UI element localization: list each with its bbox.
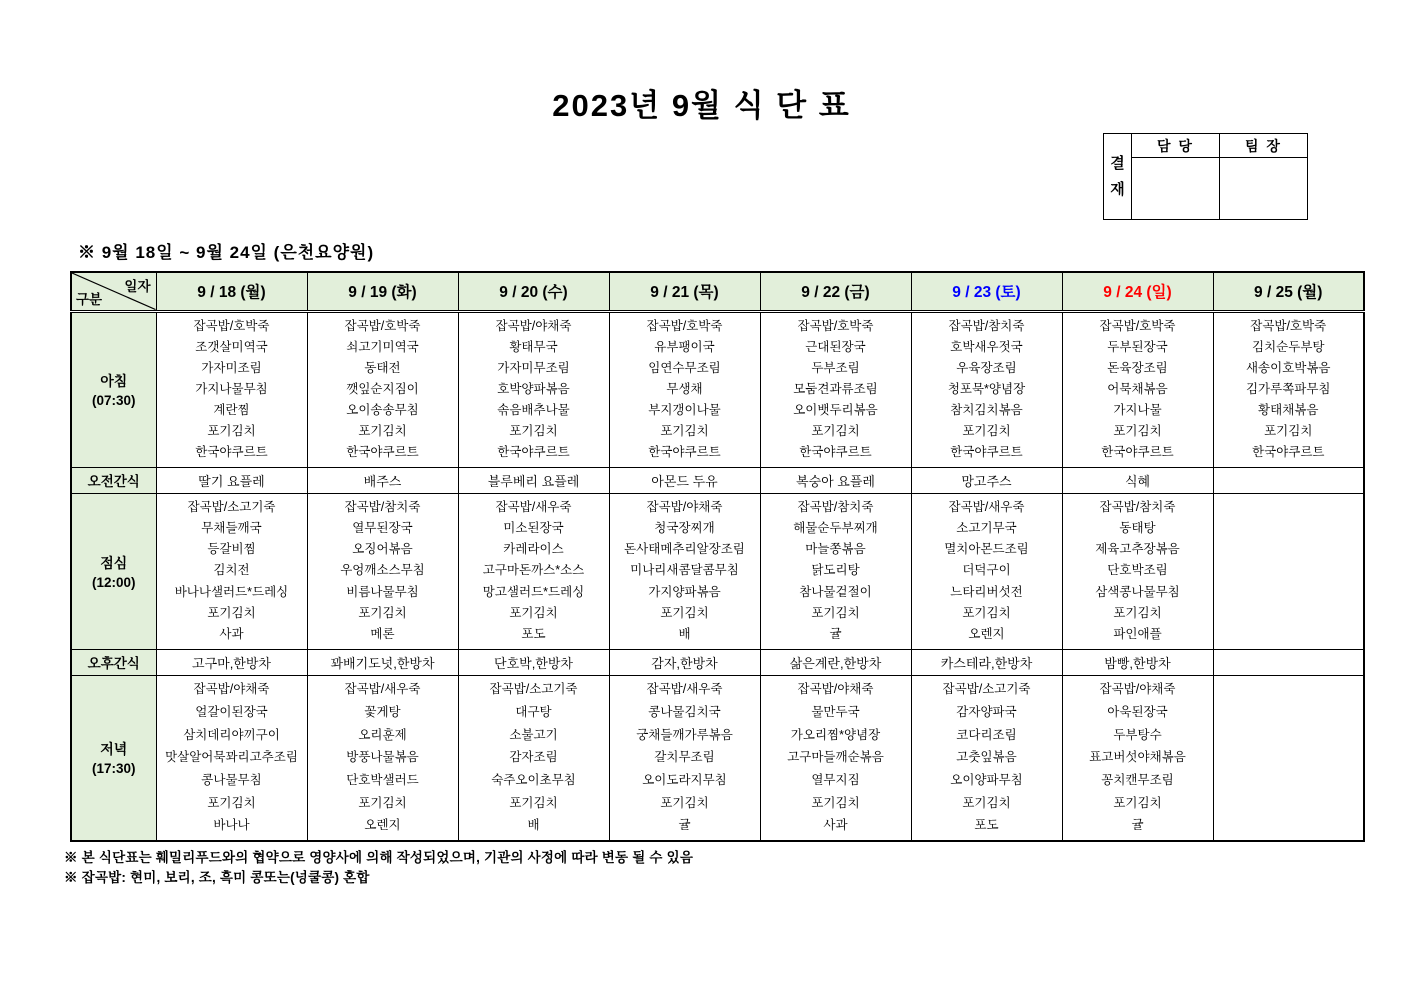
menu-item: 망고샐러드*드레싱 (482, 584, 585, 599)
row-label-pm-snack: 오후간식 (71, 649, 156, 675)
menu-item: 한국야쿠르트 (1101, 445, 1174, 460)
menu-item: 메론 (370, 627, 395, 642)
menu-table (70, 271, 1365, 842)
row-label-lunch: 점심 (12:00) (71, 493, 156, 649)
corner-label-date: 일자 (124, 279, 151, 294)
menu-item: 포기김치 (660, 424, 709, 439)
snack-cell: 꽈배기도넛,한방차 (307, 649, 458, 675)
menu-item: 열무된장국 (352, 520, 413, 535)
menu-item: 제육고추장볶음 (1095, 542, 1180, 557)
menu-item: 귤 (678, 818, 691, 833)
menu-item: 파인애플 (1113, 627, 1162, 642)
row-label-breakfast: 아침 (07:30) (71, 311, 156, 467)
menu-item: 잡곡밥/야채죽 (646, 499, 723, 514)
snack-cell: 망고주스 (911, 467, 1062, 493)
menu-item: 김가루쪽파무침 (1245, 381, 1331, 396)
menu-item: 한국야쿠르트 (1252, 445, 1325, 460)
menu-item: 포기김치 (811, 795, 860, 810)
meal-cell (1062, 675, 1213, 841)
menu-item: 잡곡밥/새우죽 (948, 499, 1025, 514)
menu-item: 한국야쿠르트 (648, 445, 721, 460)
menu-item: 호박새우젓국 (950, 339, 1023, 354)
menu-item: 갈치무조림 (654, 750, 715, 765)
snack-cell (1213, 467, 1364, 493)
menu-item: 가자미조림 (201, 360, 262, 375)
meal-cell (307, 493, 458, 649)
day-header: 9 / 21 (목) (609, 272, 760, 311)
menu-item: 포기김치 (811, 606, 860, 621)
menu-item: 잡곡밥/새우죽 (344, 682, 421, 697)
menu-item: 잡곡밥/야채죽 (797, 682, 874, 697)
menu-item: 꽁치캔무조림 (1101, 772, 1174, 787)
menu-item: 유부팽이국 (654, 339, 715, 354)
menu-item: 오렌지 (968, 627, 1005, 642)
menu-item: 가자미무조림 (497, 360, 570, 375)
menu-item: 더덕구이 (962, 563, 1011, 578)
menu-item: 가지나물무침 (195, 381, 268, 396)
menu-item: 임연수무조림 (648, 360, 721, 375)
menu-item: 어묵채볶음 (1107, 381, 1168, 396)
menu-item: 한국야쿠르트 (346, 445, 419, 460)
menu-item: 잡곡밥/소고기죽 (489, 682, 578, 697)
snack-cell: 단호박,한방차 (458, 649, 609, 675)
menu-row-am-snack (71, 467, 1364, 493)
footnote-grain-mix: ※ 잡곡밥: 현미, 보리, 조, 흑미 콩또는(넝쿨콩) 혼합 (64, 869, 370, 885)
menu-item: 돈사태메추리알장조림 (624, 542, 745, 557)
snack-cell: 식혜 (1062, 467, 1213, 493)
menu-item: 무채들깨국 (201, 520, 262, 535)
menu-item: 잡곡밥/참치죽 (797, 499, 874, 514)
menu-item: 두부된장국 (1107, 339, 1168, 354)
menu-item: 두부조림 (811, 360, 860, 375)
meal-cell (1062, 493, 1213, 649)
menu-item: 무생채 (666, 381, 703, 396)
menu-item: 우육장조림 (956, 360, 1017, 375)
menu-item: 바나나샐러드*드레싱 (174, 584, 289, 599)
corner-label-category: 구분 (76, 291, 103, 307)
approval-sign-cell (1220, 158, 1308, 220)
menu-item: 물만두국 (811, 704, 860, 719)
menu-item: 꽃게탕 (364, 704, 401, 719)
snack-cell: 복숭아 요플레 (760, 467, 911, 493)
menu-item: 잡곡밥/새우죽 (495, 499, 572, 514)
snack-cell: 아몬드 두유 (609, 467, 760, 493)
meal-cell (156, 311, 307, 467)
meal-cell (911, 675, 1062, 841)
menu-item: 소고기무국 (956, 520, 1017, 535)
menu-item: 깻잎순지짐이 (346, 381, 419, 396)
menu-item: 포기김치 (509, 795, 558, 810)
menu-item: 오징어볶음 (352, 542, 413, 557)
snack-cell: 블루베리 요플레 (458, 467, 609, 493)
menu-table-head-row (71, 272, 1364, 311)
menu-item: 오이양파무침 (950, 772, 1023, 787)
menu-item: 포도 (974, 818, 999, 833)
menu-item: 궁채들깨가루볶음 (636, 727, 733, 742)
menu-item: 소불고기 (509, 727, 558, 742)
menu-item: 잡곡밥/호박죽 (344, 318, 421, 333)
meal-cell (156, 675, 307, 841)
menu-item: 잡곡밥/참치죽 (948, 318, 1025, 333)
menu-item: 잡곡밥/참치죽 (1099, 499, 1176, 514)
meal-cell (911, 493, 1062, 649)
menu-item: 참나물겉절이 (799, 584, 872, 599)
menu-item: 오이뱃두리볶음 (793, 403, 878, 418)
meal-cell (609, 311, 760, 467)
menu-item: 잡곡밥/호박죽 (646, 318, 723, 333)
menu-item: 오이도라지무침 (642, 772, 727, 787)
menu-item: 황태채볶음 (1258, 403, 1319, 418)
meal-cell (458, 493, 609, 649)
approval-box (1103, 133, 1308, 220)
menu-item: 맛살알어묵꽈리고추조림 (165, 750, 298, 765)
meal-cell (609, 493, 760, 649)
menu-item: 동태탕 (1119, 520, 1156, 535)
menu-item: 단호박샐러드 (346, 772, 419, 787)
menu-item: 닭도리탕 (811, 563, 860, 578)
menu-item: 미나리새콤달콤무침 (630, 563, 739, 578)
menu-item: 포기김치 (1264, 424, 1313, 439)
menu-item: 호박양파볶음 (497, 381, 570, 396)
menu-item: 잡곡밥/호박죽 (193, 318, 270, 333)
meal-cell (1213, 493, 1364, 649)
menu-item: 고구마돈까스*소스 (482, 563, 585, 578)
menu-item: 감자양파국 (956, 704, 1017, 719)
menu-item: 삼치데리야끼구이 (183, 727, 280, 742)
snack-cell: 배주스 (307, 467, 458, 493)
menu-item: 포기김치 (1113, 606, 1162, 621)
day-header: 9 / 19 (화) (307, 272, 458, 311)
menu-item: 멸치아몬드조림 (944, 542, 1029, 557)
snack-cell: 카스테라,한방차 (911, 649, 1062, 675)
menu-item: 열무지짐 (811, 772, 860, 787)
meal-cell (911, 311, 1062, 467)
meal-cell (760, 493, 911, 649)
menu-item: 사과 (823, 818, 848, 833)
menu-item: 청국장찌개 (654, 520, 715, 535)
menu-item: 부지갱이나물 (648, 403, 721, 418)
footnotes (64, 848, 693, 887)
menu-item: 포기김치 (358, 606, 407, 621)
menu-item: 포기김치 (509, 424, 558, 439)
meal-cell (458, 675, 609, 841)
menu-item: 근대된장국 (805, 339, 866, 354)
snack-cell: 삶은계란,한방차 (760, 649, 911, 675)
menu-item: 아욱된장국 (1107, 704, 1168, 719)
menu-item: 오리훈제 (358, 727, 407, 742)
menu-item: 비름나물무침 (346, 584, 419, 599)
menu-item: 돈육장조림 (1107, 360, 1168, 375)
menu-item: 바나나 (213, 818, 250, 833)
menu-item: 해물순두부찌개 (793, 520, 878, 535)
menu-item: 대구탕 (515, 704, 552, 719)
menu-item: 포기김치 (1113, 424, 1162, 439)
menu-item: 사과 (219, 627, 244, 642)
meal-cell (156, 493, 307, 649)
menu-item: 느타리버섯전 (950, 584, 1023, 599)
day-header: 9 / 22 (금) (760, 272, 911, 311)
menu-item: 동태전 (364, 360, 401, 375)
menu-item: 가지양파볶음 (648, 584, 721, 599)
meal-cell (1062, 311, 1213, 467)
menu-item: 황태무국 (509, 339, 558, 354)
meal-cell (1213, 675, 1364, 841)
menu-item: 쇠고기미역국 (346, 339, 419, 354)
menu-item: 포기김치 (509, 606, 558, 621)
menu-item: 잡곡밥/새우죽 (646, 682, 723, 697)
menu-item: 한국야쿠르트 (799, 445, 872, 460)
menu-row-breakfast (71, 311, 1364, 467)
meal-cell (1213, 311, 1364, 467)
meal-cell (760, 675, 911, 841)
approval-col-damdang: 담 당 (1132, 134, 1220, 158)
menu-item: 새송이호박볶음 (1245, 360, 1331, 375)
menu-item: 잡곡밥/호박죽 (1250, 318, 1327, 333)
menu-item: 오이송송무침 (346, 403, 419, 418)
menu-item: 감자조림 (509, 750, 558, 765)
meal-cell (760, 311, 911, 467)
menu-item: 포기김치 (207, 606, 256, 621)
menu-item: 미소된장국 (503, 520, 564, 535)
menu-item: 콩나물김치국 (648, 704, 721, 719)
menu-table-body (71, 311, 1364, 841)
menu-item: 포기김치 (358, 795, 407, 810)
menu-item: 포기김치 (811, 424, 860, 439)
menu-item: 한국야쿠르트 (950, 445, 1023, 460)
menu-item: 포기김치 (1113, 795, 1162, 810)
meal-cell (307, 311, 458, 467)
approval-label: 결재 (1104, 134, 1132, 220)
snack-cell (1213, 649, 1364, 675)
menu-item: 방풍나물볶음 (346, 750, 419, 765)
menu-item: 솎음배추나물 (497, 403, 570, 418)
menu-item: 한국야쿠르트 (195, 445, 268, 460)
approval-col-teamjang: 팀 장 (1220, 134, 1308, 158)
menu-item: 배 (678, 627, 691, 642)
footnote-change-notice: ※ 본 식단표는 훼밀리푸드와의 협약으로 영양사에 의해 작성되었으며, 기관의 사정에 따라 변동 될 수 있음 (64, 850, 694, 865)
menu-item: 얼갈이된장국 (195, 704, 268, 719)
menu-item: 조갯살미역국 (195, 339, 268, 354)
corner-cell (71, 272, 156, 311)
snack-cell: 고구마,한방차 (156, 649, 307, 675)
menu-item: 배 (527, 818, 540, 833)
menu-item: 포도 (521, 627, 546, 642)
menu-item: 숙주오이초무침 (491, 772, 576, 787)
menu-row-dinner (71, 675, 1364, 841)
row-label-am-snack: 오전간식 (71, 467, 156, 493)
menu-item: 고구마들깨순볶음 (787, 750, 884, 765)
day-header: 9 / 24 (일) (1062, 272, 1213, 311)
menu-item: 고춧잎볶음 (956, 750, 1017, 765)
menu-item: 단호박조림 (1107, 563, 1168, 578)
page-title: 2023년 9월 식 단 표 (552, 88, 851, 123)
menu-row-lunch (71, 493, 1364, 649)
menu-item: 포기김치 (660, 606, 709, 621)
menu-item: 콩나물무침 (201, 772, 262, 787)
menu-item: 삼색콩나물무침 (1095, 584, 1180, 599)
meal-cell (307, 675, 458, 841)
menu-item: 한국야쿠르트 (497, 445, 570, 460)
menu-item: 참치김치볶음 (950, 403, 1023, 418)
menu-item: 포기김치 (207, 424, 256, 439)
menu-item: 포기김치 (962, 424, 1011, 439)
menu-item: 표고버섯야채볶음 (1089, 750, 1186, 765)
day-header: 9 / 20 (수) (458, 272, 609, 311)
meal-cell (458, 311, 609, 467)
menu-item: 등갈비찜 (207, 542, 256, 557)
menu-item: 마늘쫑볶음 (805, 542, 866, 557)
menu-row-pm-snack (71, 649, 1364, 675)
menu-item: 잡곡밥/야채죽 (193, 682, 270, 697)
menu-item: 귤 (829, 627, 842, 642)
snack-cell: 감자,한방차 (609, 649, 760, 675)
menu-item: 포기김치 (358, 424, 407, 439)
menu-item: 카레라이스 (503, 542, 564, 557)
day-header: 9 / 23 (토) (911, 272, 1062, 311)
menu-item: 오렌지 (364, 818, 401, 833)
menu-item: 잡곡밥/야채죽 (495, 318, 572, 333)
menu-item: 청포묵*양념장 (947, 381, 1026, 396)
menu-item: 잡곡밥/호박죽 (797, 318, 874, 333)
menu-item: 코다리조림 (956, 727, 1017, 742)
row-label-dinner: 저녁 (17:30) (71, 675, 156, 841)
menu-item: 귤 (1131, 818, 1144, 833)
menu-item: 가지나물 (1113, 403, 1162, 418)
week-range-label: ※ 9월 18일 ~ 9월 24일 (은천요양원) (78, 243, 375, 262)
menu-item: 포기김치 (962, 795, 1011, 810)
menu-item: 모둠견과류조림 (793, 381, 878, 396)
menu-item: 계란찜 (213, 403, 250, 418)
menu-item: 포기김치 (660, 795, 709, 810)
menu-item: 포기김치 (207, 795, 256, 810)
menu-item: 두부탕수 (1113, 727, 1162, 742)
menu-item: 우엉깨소스무침 (340, 563, 425, 578)
approval-sign-cell (1132, 158, 1220, 220)
menu-item: 잡곡밥/야채죽 (1099, 682, 1176, 697)
snack-cell: 딸기 요플레 (156, 467, 307, 493)
menu-item: 포기김치 (962, 606, 1011, 621)
menu-item: 가오리찜*양념장 (790, 727, 881, 742)
day-header: 9 / 25 (월) (1213, 272, 1364, 311)
menu-item: 잡곡밥/소고기죽 (942, 682, 1031, 697)
day-header: 9 / 18 (월) (156, 272, 307, 311)
menu-item: 잡곡밥/참치죽 (344, 499, 421, 514)
snack-cell: 밤빵,한방차 (1062, 649, 1213, 675)
menu-item: 김치순두부탕 (1252, 339, 1325, 354)
meal-cell (609, 675, 760, 841)
menu-item: 잡곡밥/소고기죽 (187, 499, 276, 514)
menu-item: 김치전 (213, 563, 250, 578)
menu-item: 잡곡밥/호박죽 (1099, 318, 1176, 333)
